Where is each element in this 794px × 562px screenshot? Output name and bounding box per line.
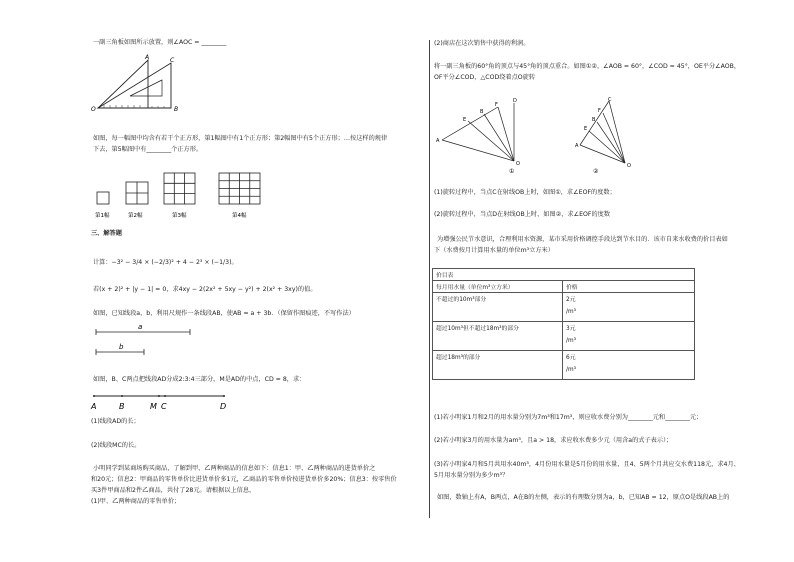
point-b: B: [119, 402, 125, 411]
right-sub-2: (2)旋转过程中，当点D在射线OB上时，如图②，求∠EOF的度数: [434, 211, 611, 218]
question-construct: 如图，已知线段a，b，利用尺规作一条线段AB，使AB = a + 3b．（保留作图痕迹，不写作法）: [93, 310, 355, 317]
line-figure: [88, 389, 238, 413]
segment-a-label: a: [138, 323, 143, 331]
table-cell: 超过18m³的部分: [433, 351, 563, 380]
fig1-label-f: F: [495, 102, 498, 108]
table-cell: 3元 /m³: [563, 322, 695, 351]
point-c: C: [161, 402, 167, 411]
label-c: C: [170, 57, 175, 64]
right-water-intro-1: 为增强公民节水意识，合理利用水资源，某市采用价格调控手段达到节水目的．该市自来水收费的价目表如: [437, 236, 728, 243]
right-water-q3-line1: (3)若小明家4月和5月共用水40m³，4月份用水量是5月份的用水量，且4、5两个月共应交水费118元，求4月、: [434, 461, 740, 468]
price-table: [432, 268, 695, 380]
point-a: A: [91, 402, 97, 411]
fig-caption-1: 第1幅: [95, 213, 110, 219]
sub-question-2: (2)线段MC的长。: [91, 442, 141, 449]
question-squares: 如图，每一幅图中均含有若干个正方形，第1幅图中有1个正方形；第2幅图中有5个正方形；…按这样的规律: [93, 135, 388, 142]
table-cell: 不超过的10m³部分: [433, 293, 563, 322]
segment-b-label: b: [119, 343, 124, 351]
sub-question-1: (1)线段AD的长；: [91, 418, 140, 425]
column-divider: [429, 40, 430, 518]
table-cell: 超过10m³但不超过18m³的部分: [433, 322, 563, 351]
question-shop-2: 和20元；信息2：甲商品的零售单价比进货单价多1元，乙商品的零售单价按进货单价多20%；信息3：按零售价: [91, 476, 397, 483]
right-question-profit: (2)商店在这次销售中获得的利润。: [434, 40, 530, 47]
label-a: A: [145, 54, 150, 61]
price-table-header-price: 价格: [563, 281, 695, 293]
right-water-q3-line2: 5月用水量分别为多少m³？: [434, 472, 509, 479]
fig2-label-a: A: [575, 143, 579, 149]
right-water-q2: (2)若小明家3月的用水量为am³，且a > 18，求应收水费多少元（用含a的式子表示）；: [434, 437, 673, 444]
right-sub-1: (1)旋转过程中，当点C在射线OB上时，如图①，求∠EOF的度数；: [434, 189, 616, 196]
right-rotation-line1: 将一副三角板的60°角的顶点与45°角的顶点重合。如图①②，∠AOB = 60°，∠COD = 45°，OE平分∠AOB，: [434, 63, 741, 70]
point-d: D: [220, 402, 227, 411]
question-shop-4: (1)甲、乙两种商品的零售单价；: [91, 498, 181, 505]
fig2-label-e: E: [584, 126, 588, 132]
point-m: M: [150, 402, 157, 411]
fig2-label-o: O: [627, 163, 631, 169]
fig-caption-3: 第3幅: [172, 213, 187, 219]
fig1-caption: ①: [509, 168, 515, 175]
question-shop-1: 小明同学到某商场购买商品，了解到甲、乙两种商品的信息如下：信息1：甲、乙两种商品的进货单价之: [93, 465, 376, 472]
question-triangle: 一副三角板如图所示放置，则∠AOC = ________: [93, 39, 227, 46]
right-rotation-line2: OF平分∠COD，△COD绕着点O旋转: [434, 74, 536, 81]
question-points: 如图，B、C两点把线段AD分成2:3:4三部分，M是AD的中点，CD = 8，求：: [93, 376, 306, 383]
right-numberline-question: 如图，数轴上有A，B两点，A在B的左侧，表示的有理数分别为a，b，已知AB = 12，原点O是线段AB上的: [437, 494, 730, 501]
question-shop-3: 买3件甲商品和2件乙商品，共付了28元。请根据以上信息，: [91, 487, 256, 494]
question-calc: 计算：−3² − 3/4 × (−2/3)² + 4 − 2³ × (−1/3)。: [93, 259, 238, 266]
price-table-header-usage: 每月用水量（单位m³立方米）: [433, 281, 563, 293]
fig1-label-a: A: [436, 138, 440, 144]
table-cell: 2元 /m³: [563, 293, 695, 322]
fig2-caption: ②: [593, 168, 599, 175]
table-cell: 6元 /m³: [563, 351, 695, 380]
fig-caption-2: 第2幅: [128, 213, 143, 219]
rotation-figure-1: [436, 95, 536, 175]
label-o: O: [91, 106, 96, 112]
fig2-label-f: F: [598, 108, 601, 114]
section-heading: 三、解答题: [91, 230, 122, 237]
fig2-label-c: C: [608, 97, 612, 103]
question-expr: 若(x + 2)² + |y − 1| = 0，求4xy − 2(2x² + 5xy − y²) + 2(x² + 3xy)的值。: [93, 286, 317, 293]
squares-figure: [92, 171, 292, 221]
fig1-label-e: E: [463, 117, 467, 123]
price-table-title: 价目表: [433, 269, 695, 281]
segments-figure: [92, 320, 197, 358]
fig-caption-4: 第4幅: [232, 213, 247, 219]
question-squares-line2: 下去，第5幅图中有________个正方形。: [93, 146, 203, 153]
rotation-figure-2: [575, 95, 635, 175]
right-water-intro-2: 下（水费按月计算用水量的单位m³立方米）: [434, 247, 554, 254]
fig1-label-b: B: [480, 109, 484, 115]
fig1-label-d: D: [513, 98, 517, 104]
label-b: B: [174, 106, 179, 112]
right-water-q1: (1)若小明家1月和2月的用水量分别为7m³和17m³，则应收水费分别为________元和________元；: [434, 414, 703, 421]
fig1-label-o: O: [516, 161, 520, 167]
fig2-label-b: B: [592, 117, 596, 123]
triangle-figure: [90, 50, 185, 112]
